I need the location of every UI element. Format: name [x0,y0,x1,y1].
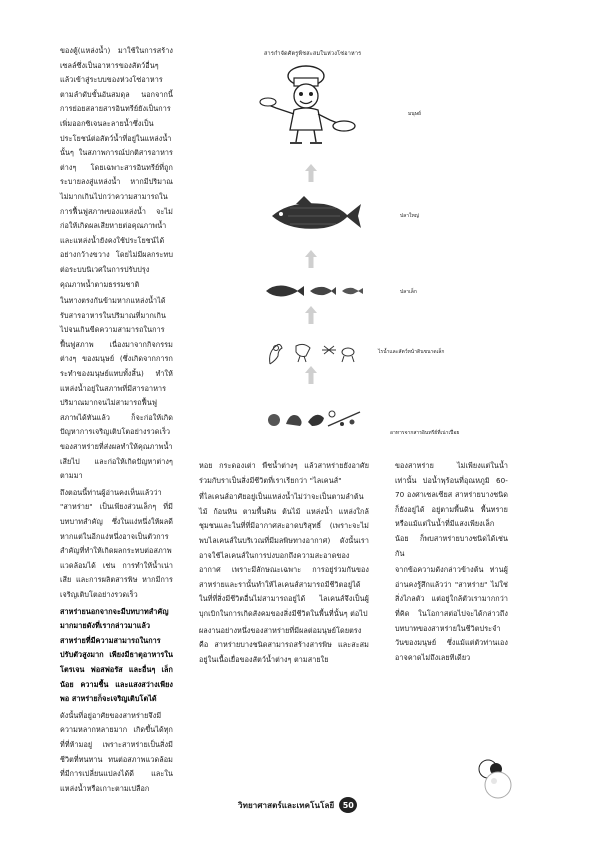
article-paragraph: ดังนั้นที่อยู่อาศัยของสาหร่ายจึงมีความหลากหลายมาก เกิดขึ้นได้ทุกที่ที่ห้ามอยู่ เพราะสาหร่ายเป็นสิ่งมีชีวิตที่ทนทาน ทนต่อสภาพแวดล้อมที่มีการเปลี่ยนแปลงได้ดี และในแหล่งน้ำหรือเกาะตามเปลือก [60,710,173,793]
arrow-up-icon [305,164,317,182]
page-footer [238,796,357,814]
article-column-middle [199,459,369,669]
article-paragraph: ผลงานอย่างหนึ่งของสาหร่ายที่มีผลต่อมนุษย์โดยตรงคือ สาหร่ายบางชนิดสามารถสร้างสารพิษ และสะสมอยู่ในเนื้อเยื่อของสัตว์น้ำต่างๆ ตามสายใย [199,625,369,664]
label-detritus: อาหารจากสารอินทรีย์ที่เน่าเปื่อย [390,430,460,436]
label-plankton: ไรน้ำและสัตว์หน้าดินขนาดเล็ก [378,349,445,355]
article-column-right [395,459,511,667]
big-fish-illustration [266,194,362,238]
article-paragraph: ของตู้(แหล่งน้ำ) มาใช้ในการสร้างเซลล์ซึ่งเป็นอาหารของสัตว์อื่นๆ แล้วเข้าสู่ระบบของห่วงโซ่อาหารตามลำดับขั้นอันสมดุล นอกจากนี้การย่อยสลายสารอินทรีย์ยังเป็นการเพิ่มออกซิเจนละลายน้ำซึ่งเป็นประโยชน์ต่อสัตว์น้ำที่อยู่ในแหล่งน้ำนั้นๆ ในสภาพการณ์ปกติสารอาหารต่างๆ โดยเฉพาะสารอินทรีย์ที่ถูกระบายลงสู่แหล่งน้ำ หากมีปริมาณไม่มากเกินไปกว่าความสามารถในการฟื้นฟูสภาพของแหล่งน้ำ จะไม่ก่อให้เกิดผลเสียหายต่อคุณภาพน้ำ และแหล่งน้ำยังคงใช้ประโยชน์ได้อย่างกว้างขวาง โดยไม่มีผลกระทบต่อระบบนิเวศในการปรับปรุงคุณภาพน้ำตามธรรมชาติ [60,46,173,289]
figure-title: สารกำจัดศัตรูพืชสะสมในห่วงโซ่อาหาร [264,51,362,57]
label-small-fish: ปลาเล็ก [400,289,417,295]
article-paragraph: ถึงตอนนี้ท่านผู้อ่านคงเห็นแล้วว่า "สาหร่าย" เป็นเพียงส่วนเล็กๆ ที่มีบทบาทสำคัญ ซึ่งในแง่หนึ่งให้ผลดี หากแต่ในอีกแง่หนึ่งอาจเป็นตัวการสำคัญที่ทำให้เกิดผลกระทบต่อสภาพแวดล้อมได้ เช่น การทำให้น้ำเน่าเสีย และการผลิตสารพิษ หากมีการเจริญเติบโตอย่างรวดเร็ว [60,487,176,599]
plankton-illustration [264,340,360,366]
article-paragraph: ที่ไลเคนส์อาศัยอยู่เป็นแหล่งน้ำไม่ว่าจะเป็นตามลำต้นไม้ ก้อนหิน ตามพื้นดิน ต้นไม้ แหล่งน้ำ แหล่งใกล้ชุมชนและในที่ที่มีอากาศสะอาดบริสุทธิ์ (เพราะจะไม่พบไลเคนส์ในบริเวณที่มีมลพิษทางอากาศ) ดังนั้นเราอาจใช้ไลเคนส์ในการบ่งบอกถึงความสะอาดของอากาศ เพราะมีลักษณะเฉพาะ การอยู่ร่วมกันของสาหร่ายและรานั้นทำให้ไลเคนส์สามารถมีชีวิตอยู่ได้ในที่ที่สิ่งมีชีวิตอื่นไม่สามารถอยู่ได้ ไลเคนส์จึงเป็นผู้บุกเบิกในการเกิดสังคมของสิ่งมีชีวิตในพื้นที่นั้นๆ ต่อไป [199,492,369,618]
arrow-up-icon [305,306,317,324]
article-column-left [60,44,176,798]
article-paragraph: ในทางตรงกันข้ามหากแหล่งน้ำได้รับสารอาหารในปริมาณที่มากเกินไปจนเกินขีดความสามารถในการฟื้นฟูสภาพ เนื่องมาจากกิจกรรมต่างๆ ของมนุษย์ (ซึ่งเกิดจากการกระทำของมนุษย์แทบทั้งสิ้น) ทำให้แหล่งน้ำอยู่ในสภาพที่มีสารอาหารปริมาณมากจนไม่สามารถฟื้นฟูสภาพได้ทันแล้ว ก็จะก่อให้เกิดปัญหาการเจริญเติบโตอย่างรวดเร็วของสาหร่ายที่ส่งผลทำให้คุณภาพน้ำเสียไป และก่อให้เกิดปัญหาต่างๆ ตามมา [60,296,176,481]
article-paragraph: หอย กระดองเต่า พืชน้ำต่างๆ แล้วสาหร่ายยังอาศัยร่วมกับราเป็นสิ่งมีชีวิตที่เราเรียกว่า "ไลเคนส์" [199,461,369,485]
article-paragraph: ของสาหร่าย ไม่เพียงแต่ในน้ำเท่านั้น บ่อน้ำพุร้อนที่อุณหภูมิ 60-70 องศาเซลเซียส สาหร่ายบางชนิดก็ยังอยู่ได้ อยู่ตามพื้นดิน พื้นทราย หรือแม้แต่ในน้ำที่มีแสงเพียงเล็กน้อย ก็พบสาหร่ายบางชนิดได้เช่นกัน [395,461,511,558]
magazine-title: วิทยาศาสตร์และเทคโนโลยี [238,800,335,810]
bubbles-decoration [470,755,516,799]
arrow-up-icon [305,250,317,268]
label-big-fish: ปลาใหญ่ [400,213,420,219]
page-number: 50 [339,797,357,813]
arrow-up-icon [305,366,317,384]
label-human: มนุษย์ [408,111,421,117]
article-paragraph: จากข้อความดังกล่าวข้างต้น ท่านผู้อ่านคงรู้สึกแล้วว่า "สาหร่าย" ไม่ใช่สิ่งไกลตัว แต่อยู่ใกล้ตัวเรามากกว่าที่คิด ในโอกาสต่อไปจะได้กล่าวถึงบทบาทของสาหร่ายในชีวิตประจำวันของมนุษย์ ซึ่งแม้แต่ตัวท่านเองอาจคาดไม่ถึงเลยทีเดียว [395,565,508,662]
article-paragraph: สาหร่ายนอกจากจะมีบทบาทสำคัญมากมายดังที่เรากล่าวมาแล้ว สาหร่ายที่มีความสามารถในการปรับตัวสูงมาก เพียงมีธาตุอาหารในโตรเจน ฟอสฟอรัส และอื่นๆ เล็กน้อย ความชื้น และแสงสว่างเพียงพอ สาหร่ายก็จะเจริญเติบโตได้ [60,606,173,704]
food-chain-figure [212,44,532,454]
chef-human-illustration [258,64,358,146]
detritus-illustration [264,404,366,430]
small-fishes-illustration [264,282,364,300]
